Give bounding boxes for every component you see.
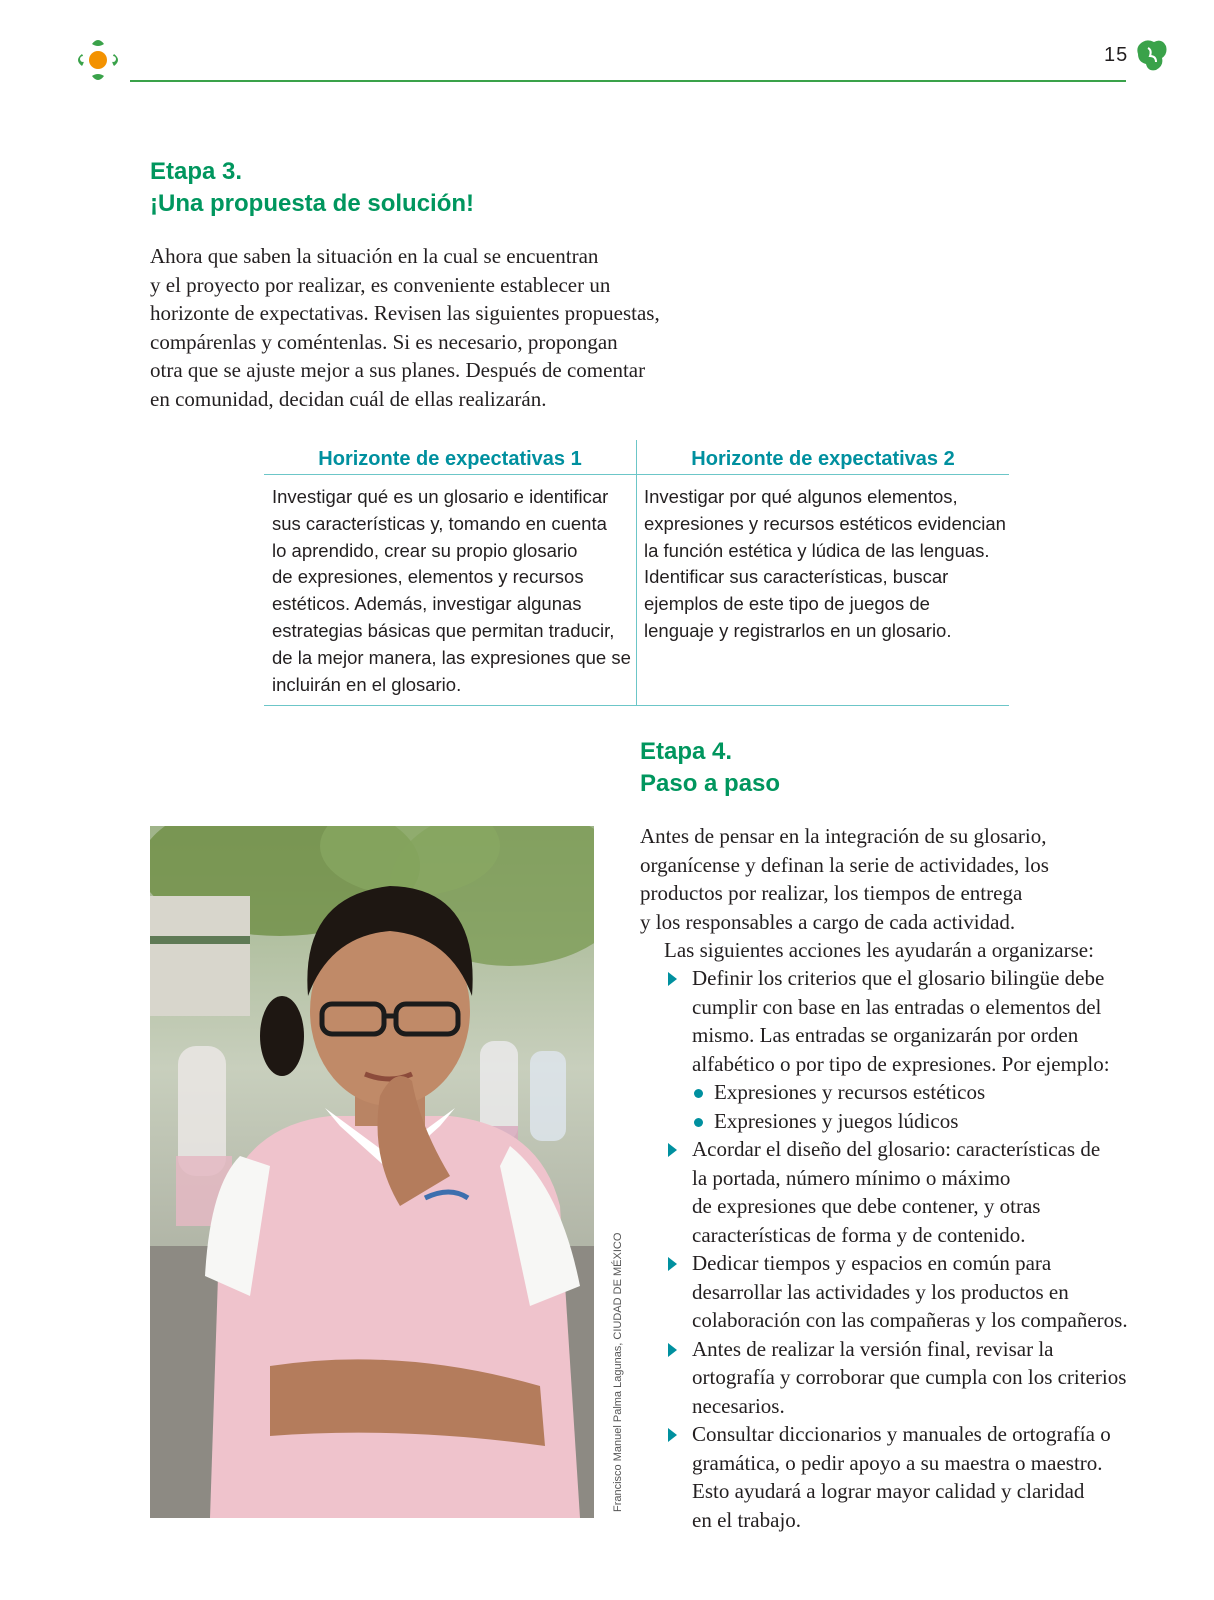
text-line: ejemplos de este tipo de juegos de xyxy=(644,593,930,615)
text-line: Investigar qué es un glosario e identificar xyxy=(272,486,609,507)
table-header-1: Horizonte de expectativas 1 xyxy=(318,448,582,470)
text-line: de la mejor manera, las expresiones que se xyxy=(272,646,631,668)
text-line: Identificar sus características, buscar xyxy=(644,566,949,588)
text-line: y los responsables a cargo de cada actividad. xyxy=(640,909,1016,934)
text-line: expresiones y recursos estéticos evidencian xyxy=(644,512,1006,534)
etapa4-label: Etapa 4. xyxy=(640,738,733,765)
text-line: compárenlas y coméntenlas. Si es necesario, propongan xyxy=(150,329,618,354)
dot-bullet-icon xyxy=(694,1089,703,1098)
text-line: lenguaje y registrarlos en un glosario. xyxy=(644,619,952,641)
table-cell-1 xyxy=(272,484,632,698)
text-line: organícense y definan la serie de actividades, los xyxy=(640,852,1049,877)
text-line: alfabético o por tipo de expresiones. Por ejemplo: xyxy=(692,1051,1110,1076)
text-line: ortografía y corroborar que cumpla con los criterios xyxy=(692,1365,1127,1389)
header-rule xyxy=(130,80,1126,82)
triangle-bullet-icon xyxy=(668,1143,677,1157)
list-item xyxy=(664,1135,1154,1249)
text-line: Antes de pensar en la integración de su glosario, xyxy=(640,824,1047,848)
list-item xyxy=(664,1420,1154,1534)
text-line: de expresiones, elementos y recursos xyxy=(272,566,584,588)
student-photo xyxy=(150,826,594,1518)
triangle-bullet-icon xyxy=(668,972,677,986)
text-line: Acordar el diseño del glosario: características de xyxy=(692,1137,1101,1161)
text-line: necesarios. xyxy=(692,1393,785,1418)
text-line: colaboración con las compañeras y los compañeros. xyxy=(692,1308,1128,1332)
action-list xyxy=(664,964,1154,1534)
table-header-2: Horizonte de expectativas 2 xyxy=(691,448,955,470)
text-line: lo aprendido, crear su propio glosario xyxy=(272,539,578,561)
text-line: Consultar diccionarios y manuales de ortografía o xyxy=(692,1422,1111,1446)
flower-logo-icon xyxy=(72,34,124,86)
table-bottom-rule xyxy=(264,705,1009,706)
text-line: Definir los criterios que el glosario bilingüe debe xyxy=(692,966,1105,990)
triangle-bullet-icon xyxy=(668,1343,677,1357)
photo-credit: Francisco Manuel Palma Lagunas, CIUDAD DE MÉXICO xyxy=(612,1232,624,1512)
list-item xyxy=(664,964,1154,1135)
list-item xyxy=(664,1249,1154,1335)
etapa4-title xyxy=(640,736,780,800)
text-line: horizonte de expectativas. Revisen las siguientes propuestas, xyxy=(150,301,660,325)
text-line: estéticos. Además, investigar algunas xyxy=(272,593,582,615)
triangle-bullet-icon xyxy=(668,1257,677,1271)
table-header-rule xyxy=(264,474,1009,475)
text-line: características de forma y de contenido. xyxy=(692,1222,1026,1247)
actions-intro: Las siguientes acciones les ayudarán a organizarse: xyxy=(664,938,1094,962)
triangle-bullet-icon xyxy=(668,1428,677,1442)
text-line: Ahora que saben la situación en la cual se encuentran xyxy=(150,244,599,268)
text-line: en el trabajo. xyxy=(692,1507,802,1532)
etapa3-paragraph xyxy=(150,242,710,413)
table-cell-2 xyxy=(644,484,1006,645)
text-line: cumplir con base en las entradas o elementos del xyxy=(692,994,1102,1019)
text-line: gramática, o pedir apoyo a su maestra o maestro. xyxy=(692,1450,1103,1475)
etapa3-subtitle: ¡Una propuesta de solución! xyxy=(150,190,475,217)
text-line: en comunidad, decidan cuál de ellas realizarán. xyxy=(150,386,547,411)
text-line: incluirán en el glosario. xyxy=(272,673,462,695)
text-line: Investigar por qué algunos elementos, xyxy=(644,486,958,507)
text-line: estrategias básicas que permitan traducir, xyxy=(272,619,615,641)
student-photo-illustration xyxy=(150,826,594,1518)
text-line: y el proyecto por realizar, es conveniente establecer un xyxy=(150,272,611,297)
etapa3-title xyxy=(150,156,474,220)
text-line: desarrollar las actividades y los productos en xyxy=(692,1279,1069,1304)
text-line: la función estética y lúdica de las lenguas. xyxy=(644,539,990,561)
text-line: de expresiones que debe contener, y otras xyxy=(692,1194,1041,1218)
sub-list-item xyxy=(692,1107,1154,1136)
sub-list-item xyxy=(692,1078,1154,1107)
text-line: otra que se ajuste mejor a sus planes. Después de comentar xyxy=(150,358,646,382)
text-line: Dedicar tiempos y espacios en común para xyxy=(692,1251,1052,1275)
expectations-table xyxy=(264,440,1009,706)
list-item xyxy=(664,1335,1154,1421)
etapa4-subtitle: Paso a paso xyxy=(640,770,781,797)
dot-bullet-icon xyxy=(694,1118,703,1127)
page-number: 15 xyxy=(1104,44,1129,66)
text-line: sus características y, tomando en cuenta xyxy=(272,512,607,534)
text-line: la portada, número mínimo o máximo xyxy=(692,1165,1011,1190)
green-glyph-icon xyxy=(1136,38,1170,74)
text-line: Esto ayudará a lograr mayor calidad y claridad xyxy=(692,1479,1085,1503)
etapa3-label: Etapa 3. xyxy=(150,158,243,185)
etapa4-paragraph xyxy=(640,822,1140,936)
table-divider xyxy=(636,440,637,706)
sub-item-text: Expresiones y juegos lúdicos xyxy=(714,1108,959,1133)
sub-item-text: Expresiones y recursos estéticos xyxy=(714,1080,986,1104)
text-line: mismo. Las entradas se organizarán por orden xyxy=(692,1023,1079,1047)
text-line: productos por realizar, los tiempos de entrega xyxy=(640,881,1023,905)
sub-list xyxy=(692,1078,1154,1135)
text-line: Antes de realizar la versión final, revisar la xyxy=(692,1336,1054,1361)
